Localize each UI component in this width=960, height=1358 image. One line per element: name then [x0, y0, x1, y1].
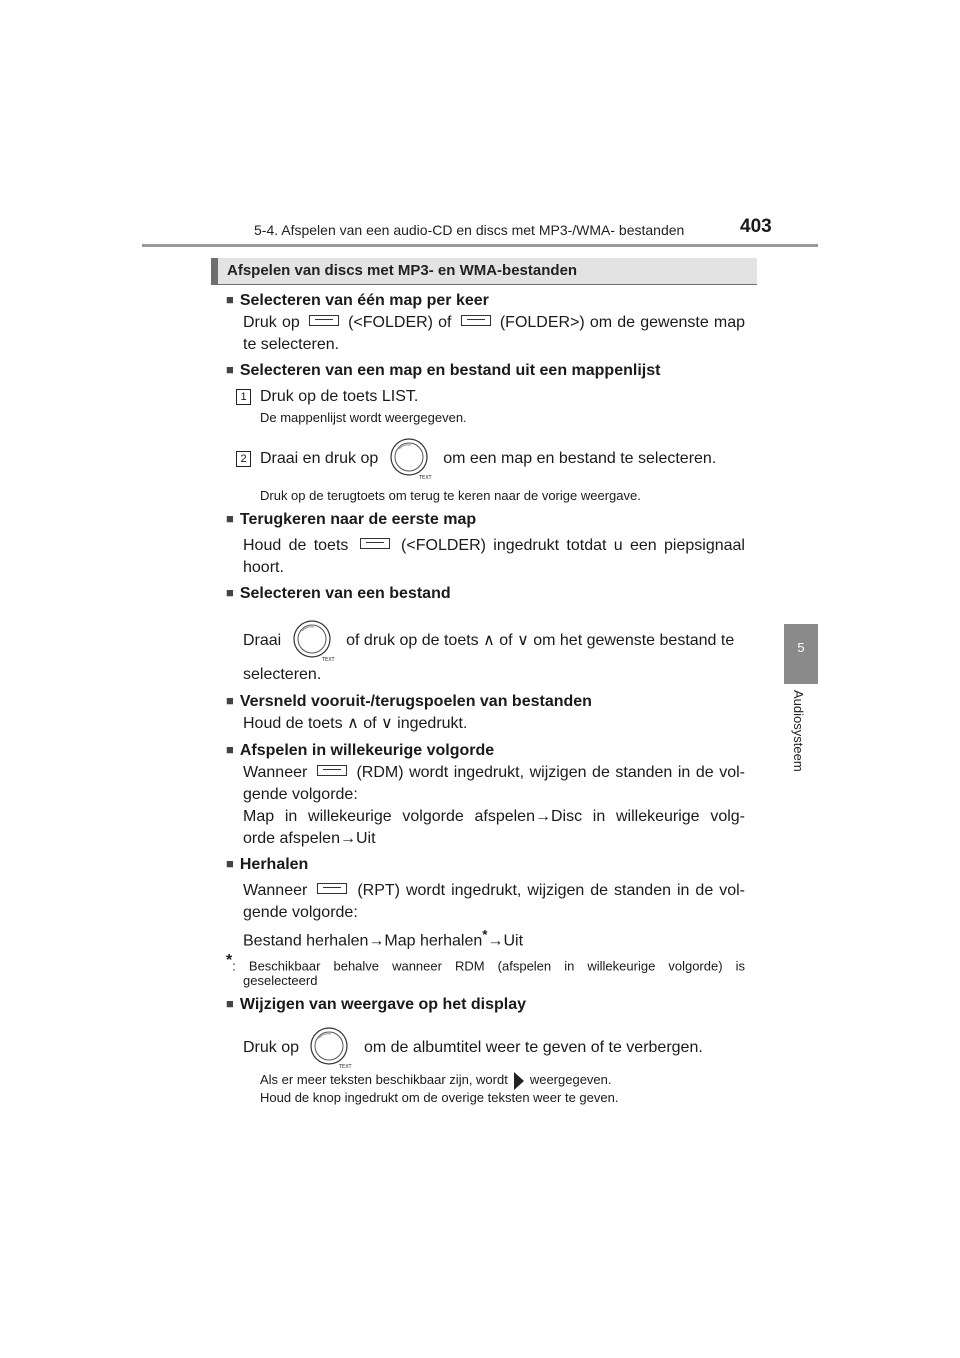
step-number: 2 [236, 451, 251, 467]
rpt-button-icon [317, 883, 347, 894]
knob-label: TEXT [321, 657, 335, 663]
heading-fast-forward: ■ Versneld vooruit-/terugspoelen van bestanden [226, 693, 592, 710]
header-rule [142, 244, 818, 247]
bullet-square-icon: ■ [226, 693, 234, 708]
heading-select-file: ■ Selecteren van een bestand [226, 585, 451, 602]
heading-random: ■ Afspelen in willekeurige volgorde [226, 742, 495, 759]
heading-folder-list: ■ Selecteren van een map en bestand uit een mappenlijst [226, 362, 661, 379]
bullet-square-icon: ■ [226, 362, 234, 377]
paragraph: te selecteren. [243, 336, 340, 353]
chapter-number: 5 [797, 640, 805, 655]
bullet-square-icon: ■ [226, 292, 234, 307]
tune-select-knob-icon [309, 1026, 353, 1070]
paragraph: gende volgorde: [243, 786, 358, 803]
chapter-tab [784, 624, 818, 684]
footnote: geselecteerd [243, 973, 318, 988]
page-number: 403 [740, 216, 772, 237]
footnote-mark: * [226, 952, 233, 969]
footnote: *: Beschikbaar behalve wanneer RDM (afspelen in willekeurige volgorde) is [226, 952, 745, 974]
running-header: 5-4. Afspelen van een audio-CD en discs met MP3-/WMA- bestanden [254, 222, 685, 238]
knob-label: TEXT [418, 475, 432, 481]
more-text-arrow-icon [514, 1072, 524, 1090]
heading-first-folder: ■ Terugkeren naar de eerste map [226, 511, 477, 528]
note: Als er meer teksten beschikbaar zijn, wordt weergegeven. [260, 1071, 612, 1090]
chapter-label: Audiosysteem [791, 690, 806, 772]
paragraph: Druk op TEXT om de albumtitel weer te geven of te verbergen. [243, 1026, 703, 1070]
heading-select-folder: ■ Selecteren van één map per keer [226, 292, 489, 309]
step-note: Druk op de terugtoets om terug te keren naar de vorige weergave. [260, 488, 641, 503]
paragraph: orde afspelen→Uit [243, 830, 376, 847]
paragraph: Houd de toets (<FOLDER) ingedrukt totdat u een piepsignaal [243, 537, 745, 554]
heading-display: ■ Wijzigen van weergave op het display [226, 996, 527, 1013]
paragraph: Draai TEXT of druk op de toets ∧ of ∨ om het gewenste bestand te [243, 619, 749, 663]
paragraph: Wanneer (RDM) wordt ingedrukt, wijzigen de standen in de vol- [243, 764, 746, 781]
step-text: Druk op de toets LIST. [260, 388, 419, 405]
folder-down-button-icon [360, 538, 390, 549]
heading-repeat: ■ Herhalen [226, 856, 309, 873]
footnote-mark: * [482, 927, 488, 942]
paragraph: Houd de toets ∧ of ∨ ingedrukt. [243, 715, 468, 732]
step-number: 1 [236, 389, 251, 405]
paragraph: Bestand herhalen→Map herhalen*→Uit [243, 927, 524, 950]
section-title-bar [211, 258, 757, 285]
paragraph: gende volgorde: [243, 904, 358, 921]
bullet-square-icon: ■ [226, 742, 234, 757]
paragraph: selecteren. [243, 666, 322, 683]
bullet-square-icon: ■ [226, 511, 234, 526]
tune-select-knob-icon [292, 619, 336, 663]
paragraph: Map in willekeurige volgorde afspelen→Disc in willekeurige volg- [243, 808, 745, 825]
knob-label: TEXT [339, 1064, 353, 1070]
folder-down-button-icon [309, 315, 339, 326]
bullet-square-icon: ■ [226, 585, 234, 600]
rdm-button-icon [317, 765, 347, 776]
paragraph: Wanneer (RPT) wordt ingedrukt, wijzigen de standen in de vol- [243, 882, 745, 899]
step-text: Draai en druk op TEXT om een map en bestand te selecteren. [260, 437, 716, 481]
section-title: Afspelen van discs met MP3- en WMA-bestanden [227, 262, 578, 279]
tune-select-knob-icon [389, 437, 433, 481]
bullet-square-icon: ■ [226, 856, 234, 871]
step-note: De mappenlijst wordt weergegeven. [260, 410, 467, 425]
note: Houd de knop ingedrukt om de overige teksten weer te geven. [260, 1090, 619, 1105]
paragraph: hoort. [243, 559, 284, 576]
folder-up-button-icon [461, 315, 491, 326]
bullet-square-icon: ■ [226, 996, 234, 1011]
paragraph: Druk op (<FOLDER) of (FOLDER>) om de gewenste map [243, 314, 746, 331]
